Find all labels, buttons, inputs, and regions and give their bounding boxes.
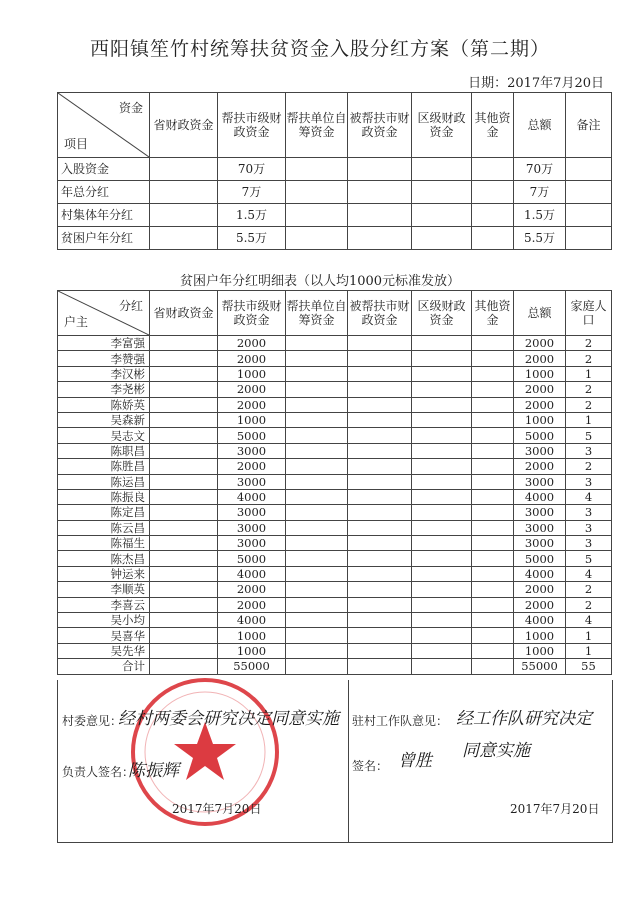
unit-cell [286, 520, 348, 535]
other-cell [472, 489, 514, 504]
other-cell [472, 613, 514, 628]
unit-cell [286, 459, 348, 474]
district-cell [412, 613, 472, 628]
fund-cell: 5.5万 [514, 227, 566, 250]
fund-cell [412, 158, 472, 181]
household-size-cell: 4 [566, 566, 612, 581]
city-fund-cell: 2000 [218, 459, 286, 474]
total-cell: 3000 [514, 474, 566, 489]
fund-cell [150, 181, 218, 204]
city-fund-cell: 2000 [218, 336, 286, 351]
household-name: 合计 [58, 659, 150, 674]
unit-cell [286, 551, 348, 566]
row-label: 入股资金 [58, 158, 150, 181]
aided-city-cell [348, 336, 412, 351]
household-size-cell: 1 [566, 412, 612, 427]
province-cell [150, 613, 218, 628]
aided-city-cell [348, 397, 412, 412]
household-size-cell: 2 [566, 582, 612, 597]
household-row [58, 582, 612, 597]
column-header: 被帮扶市财政资金 [348, 291, 412, 336]
unit-cell [286, 428, 348, 443]
district-cell [412, 474, 472, 489]
household-row [58, 489, 612, 504]
household-row [58, 366, 612, 381]
column-header: 帮扶单位自筹资金 [286, 291, 348, 336]
household-name: 陈振良 [58, 489, 150, 504]
other-cell [472, 397, 514, 412]
column-header: 省财政资金 [150, 93, 218, 158]
column-header: 备注 [566, 93, 612, 158]
household-row [58, 551, 612, 566]
other-cell [472, 412, 514, 427]
household-name: 陈福生 [58, 536, 150, 551]
column-header: 区级财政资金 [412, 93, 472, 158]
district-cell [412, 628, 472, 643]
total-cell: 3000 [514, 505, 566, 520]
total-cell: 2000 [514, 459, 566, 474]
left-date: 2017年7月20日 [172, 802, 262, 816]
fund-cell [566, 181, 612, 204]
city-fund-cell: 3000 [218, 474, 286, 489]
other-cell [472, 536, 514, 551]
corner-top-label: 资金 [118, 101, 143, 115]
household-name: 吴志文 [58, 428, 150, 443]
city-fund-cell: 1000 [218, 412, 286, 427]
total-cell: 2000 [514, 351, 566, 366]
city-fund-cell: 1000 [218, 643, 286, 658]
district-cell [412, 551, 472, 566]
household-size-cell: 3 [566, 536, 612, 551]
household-size-cell: 1 [566, 643, 612, 658]
document-date: 日期：2017年7月20日 [468, 76, 604, 91]
row-label: 村集体年分红 [58, 204, 150, 227]
household-name: 李顺英 [58, 582, 150, 597]
fund-cell: 70万 [514, 158, 566, 181]
aided-city-cell [348, 443, 412, 458]
city-fund-cell: 3000 [218, 536, 286, 551]
household-name: 陈运昌 [58, 474, 150, 489]
aided-city-cell [348, 366, 412, 381]
aided-city-cell [348, 613, 412, 628]
fund-summary-table [57, 92, 612, 250]
section-divider [348, 680, 349, 842]
unit-cell [286, 351, 348, 366]
city-fund-cell: 3000 [218, 505, 286, 520]
total-cell: 4000 [514, 566, 566, 581]
team-signature-label: 签名： [352, 759, 389, 773]
fund-cell [566, 227, 612, 250]
household-row [58, 428, 612, 443]
household-row [58, 351, 612, 366]
household-name: 陈云昌 [58, 520, 150, 535]
fund-cell [150, 158, 218, 181]
district-cell [412, 351, 472, 366]
city-fund-cell: 2000 [218, 597, 286, 612]
unit-cell [286, 505, 348, 520]
total-cell: 1000 [514, 643, 566, 658]
fund-cell [286, 158, 348, 181]
other-cell [472, 459, 514, 474]
district-cell [412, 659, 472, 674]
aided-city-cell [348, 659, 412, 674]
team-signature-2: 同意实施 [462, 741, 530, 761]
detail-subtitle: 贫困户年分红明细表（以人均1000元标准发放） [179, 274, 461, 289]
province-cell [150, 643, 218, 658]
household-row [58, 566, 612, 581]
household-size-cell: 4 [566, 613, 612, 628]
province-cell [150, 582, 218, 597]
total-cell: 4000 [514, 489, 566, 504]
household-size-cell: 3 [566, 443, 612, 458]
fund-cell [472, 204, 514, 227]
city-fund-cell: 2000 [218, 351, 286, 366]
fund-cell [412, 227, 472, 250]
city-fund-cell: 5000 [218, 551, 286, 566]
fund-cell [150, 227, 218, 250]
other-cell [472, 551, 514, 566]
column-header: 其他资金 [472, 93, 514, 158]
other-cell [472, 351, 514, 366]
district-cell [412, 505, 472, 520]
fund-cell [472, 181, 514, 204]
other-cell [472, 366, 514, 381]
aided-city-cell [348, 459, 412, 474]
household-size-cell: 2 [566, 459, 612, 474]
household-row [58, 336, 612, 351]
other-cell [472, 659, 514, 674]
household-size-cell: 55 [566, 659, 612, 674]
fund-cell [472, 227, 514, 250]
unit-cell [286, 336, 348, 351]
province-cell [150, 428, 218, 443]
star-icon [174, 722, 236, 780]
city-fund-cell: 4000 [218, 613, 286, 628]
household-row [58, 613, 612, 628]
total-cell: 5000 [514, 428, 566, 443]
total-cell: 1000 [514, 628, 566, 643]
corner-header [58, 93, 150, 158]
fund-cell [286, 204, 348, 227]
aided-city-cell [348, 351, 412, 366]
province-cell [150, 382, 218, 397]
district-cell [412, 643, 472, 658]
fund-row [58, 204, 612, 227]
province-cell [150, 412, 218, 427]
province-cell [150, 551, 218, 566]
household-row [58, 520, 612, 535]
total-cell: 4000 [514, 613, 566, 628]
other-cell [472, 582, 514, 597]
column-header: 家庭人口 [566, 291, 612, 336]
other-cell [472, 643, 514, 658]
household-size-cell: 2 [566, 597, 612, 612]
province-cell [150, 474, 218, 489]
document-title: 西阳镇笙竹村统筹扶贫资金入股分红方案（第二期） [89, 38, 550, 60]
unit-cell [286, 597, 348, 612]
household-name: 吴先华 [58, 643, 150, 658]
unit-cell [286, 382, 348, 397]
fund-cell [412, 204, 472, 227]
household-name: 吴小均 [58, 613, 150, 628]
unit-cell [286, 643, 348, 658]
fund-cell [412, 181, 472, 204]
other-cell [472, 520, 514, 535]
province-cell [150, 597, 218, 612]
household-size-cell: 1 [566, 628, 612, 643]
unit-cell [286, 628, 348, 643]
total-cell: 5000 [514, 551, 566, 566]
household-row [58, 443, 612, 458]
total-cell: 55000 [514, 659, 566, 674]
other-cell [472, 566, 514, 581]
province-cell [150, 397, 218, 412]
aided-city-cell [348, 536, 412, 551]
total-cell: 3000 [514, 536, 566, 551]
unit-cell [286, 536, 348, 551]
corner-bottom-label: 户主 [64, 315, 89, 329]
household-size-cell: 2 [566, 382, 612, 397]
unit-cell [286, 613, 348, 628]
city-fund-cell: 5000 [218, 428, 286, 443]
household-name: 陈娇英 [58, 397, 150, 412]
household-name: 陈定昌 [58, 505, 150, 520]
city-fund-cell: 1000 [218, 366, 286, 381]
household-size-cell: 2 [566, 336, 612, 351]
unit-cell [286, 566, 348, 581]
column-header: 帮扶市级财政资金 [218, 291, 286, 336]
province-cell [150, 336, 218, 351]
household-row [58, 643, 612, 658]
fund-row [58, 158, 612, 181]
column-header: 总额 [514, 291, 566, 336]
fund-cell [286, 227, 348, 250]
fund-cell [472, 158, 514, 181]
unit-cell [286, 474, 348, 489]
fund-cell [566, 158, 612, 181]
fund-cell: 1.5万 [514, 204, 566, 227]
total-cell: 2000 [514, 597, 566, 612]
fund-cell: 70万 [218, 158, 286, 181]
total-cell: 2000 [514, 582, 566, 597]
total-cell: 3000 [514, 520, 566, 535]
fund-cell [348, 227, 412, 250]
right-date: 2017年7月20日 [510, 802, 600, 816]
unit-cell [286, 397, 348, 412]
fund-cell [286, 181, 348, 204]
household-row [58, 628, 612, 643]
district-cell [412, 382, 472, 397]
unit-cell [286, 489, 348, 504]
aided-city-cell [348, 597, 412, 612]
other-cell [472, 428, 514, 443]
household-name: 李汉彬 [58, 366, 150, 381]
city-fund-cell: 55000 [218, 659, 286, 674]
household-size-cell: 3 [566, 505, 612, 520]
household-row [58, 459, 612, 474]
household-name: 钟运来 [58, 566, 150, 581]
city-fund-cell: 4000 [218, 566, 286, 581]
province-cell [150, 628, 218, 643]
household-row [58, 412, 612, 427]
total-cell: 2000 [514, 336, 566, 351]
aided-city-cell [348, 643, 412, 658]
other-cell [472, 336, 514, 351]
city-fund-cell: 2000 [218, 397, 286, 412]
household-size-cell: 5 [566, 428, 612, 443]
column-header: 省财政资金 [150, 291, 218, 336]
province-cell [150, 520, 218, 535]
village-opinion-label: 村委意见： [62, 714, 123, 728]
column-header: 帮扶市级财政资金 [218, 93, 286, 158]
household-size-cell: 2 [566, 351, 612, 366]
other-cell [472, 443, 514, 458]
city-fund-cell: 1000 [218, 628, 286, 643]
city-fund-cell: 4000 [218, 489, 286, 504]
unit-cell [286, 412, 348, 427]
fund-cell [348, 204, 412, 227]
city-fund-cell: 2000 [218, 382, 286, 397]
total-cell: 2000 [514, 397, 566, 412]
province-cell [150, 351, 218, 366]
household-name: 李尧彬 [58, 382, 150, 397]
aided-city-cell [348, 412, 412, 427]
unit-cell [286, 582, 348, 597]
district-cell [412, 566, 472, 581]
team-opinion-label: 驻村工作队意见： [352, 714, 449, 728]
aided-city-cell [348, 520, 412, 535]
fund-cell [348, 181, 412, 204]
corner-bottom-label: 项目 [64, 137, 89, 151]
fund-cell [150, 204, 218, 227]
column-header: 帮扶单位自筹资金 [286, 93, 348, 158]
household-size-cell: 4 [566, 489, 612, 504]
district-cell [412, 536, 472, 551]
household-row [58, 397, 612, 412]
district-cell [412, 428, 472, 443]
household-size-cell: 1 [566, 366, 612, 381]
row-label: 贫困户年分红 [58, 227, 150, 250]
district-cell [412, 397, 472, 412]
district-cell [412, 412, 472, 427]
unit-cell [286, 659, 348, 674]
household-row [58, 505, 612, 520]
province-cell [150, 489, 218, 504]
household-dividend-table [57, 290, 612, 675]
household-name: 吴喜华 [58, 628, 150, 643]
fund-cell: 7万 [514, 181, 566, 204]
other-cell [472, 505, 514, 520]
province-cell [150, 366, 218, 381]
district-cell [412, 582, 472, 597]
fund-cell: 1.5万 [218, 204, 286, 227]
household-name: 陈杰昌 [58, 551, 150, 566]
household-row [58, 474, 612, 489]
column-header: 其他资金 [472, 291, 514, 336]
household-row [58, 382, 612, 397]
total-cell: 3000 [514, 443, 566, 458]
household-name: 吴森新 [58, 412, 150, 427]
team-opinion-handwritten: 经工作队研究决定 [456, 709, 592, 729]
fund-row [58, 181, 612, 204]
aided-city-cell [348, 566, 412, 581]
province-cell [150, 443, 218, 458]
city-fund-cell: 2000 [218, 582, 286, 597]
corner-header [58, 291, 150, 336]
district-cell [412, 336, 472, 351]
fund-cell [348, 158, 412, 181]
province-cell [150, 459, 218, 474]
district-cell [412, 366, 472, 381]
household-row [58, 536, 612, 551]
household-row [58, 597, 612, 612]
team-signature-1: 曾胜 [398, 751, 432, 771]
fund-row [58, 227, 612, 250]
column-header: 总额 [514, 93, 566, 158]
aided-city-cell [348, 474, 412, 489]
total-cell: 1000 [514, 412, 566, 427]
household-name: 陈胜昌 [58, 459, 150, 474]
household-name: 李喜云 [58, 597, 150, 612]
fund-cell: 7万 [218, 181, 286, 204]
district-cell [412, 489, 472, 504]
leader-signature-label: 负责人签名： [62, 765, 135, 779]
district-cell [412, 597, 472, 612]
unit-cell [286, 443, 348, 458]
aided-city-cell [348, 382, 412, 397]
household-size-cell: 5 [566, 551, 612, 566]
household-size-cell: 2 [566, 397, 612, 412]
unit-cell [286, 366, 348, 381]
aided-city-cell [348, 582, 412, 597]
column-header: 被帮扶市财政资金 [348, 93, 412, 158]
column-header: 区级财政资金 [412, 291, 472, 336]
city-fund-cell: 3000 [218, 520, 286, 535]
household-size-cell: 3 [566, 520, 612, 535]
other-cell [472, 597, 514, 612]
fund-cell: 5.5万 [218, 227, 286, 250]
household-name: 李富强 [58, 336, 150, 351]
village-opinion-handwritten: 经村两委会研究决定同意实施 [118, 709, 339, 729]
aided-city-cell [348, 428, 412, 443]
aided-city-cell [348, 489, 412, 504]
district-cell [412, 443, 472, 458]
household-name: 陈职昌 [58, 443, 150, 458]
other-cell [472, 382, 514, 397]
province-cell [150, 505, 218, 520]
aided-city-cell [348, 551, 412, 566]
other-cell [472, 474, 514, 489]
province-cell [150, 536, 218, 551]
other-cell [472, 628, 514, 643]
corner-top-label: 分红 [118, 299, 143, 313]
row-label: 年总分红 [58, 181, 150, 204]
fund-cell [566, 204, 612, 227]
province-cell [150, 566, 218, 581]
household-size-cell: 3 [566, 474, 612, 489]
city-fund-cell: 3000 [218, 443, 286, 458]
total-cell: 1000 [514, 366, 566, 381]
district-cell [412, 459, 472, 474]
household-name: 李赞强 [58, 351, 150, 366]
aided-city-cell [348, 505, 412, 520]
leader-signature: 陈振辉 [128, 761, 179, 781]
total-cell: 2000 [514, 382, 566, 397]
aided-city-cell [348, 628, 412, 643]
district-cell [412, 520, 472, 535]
